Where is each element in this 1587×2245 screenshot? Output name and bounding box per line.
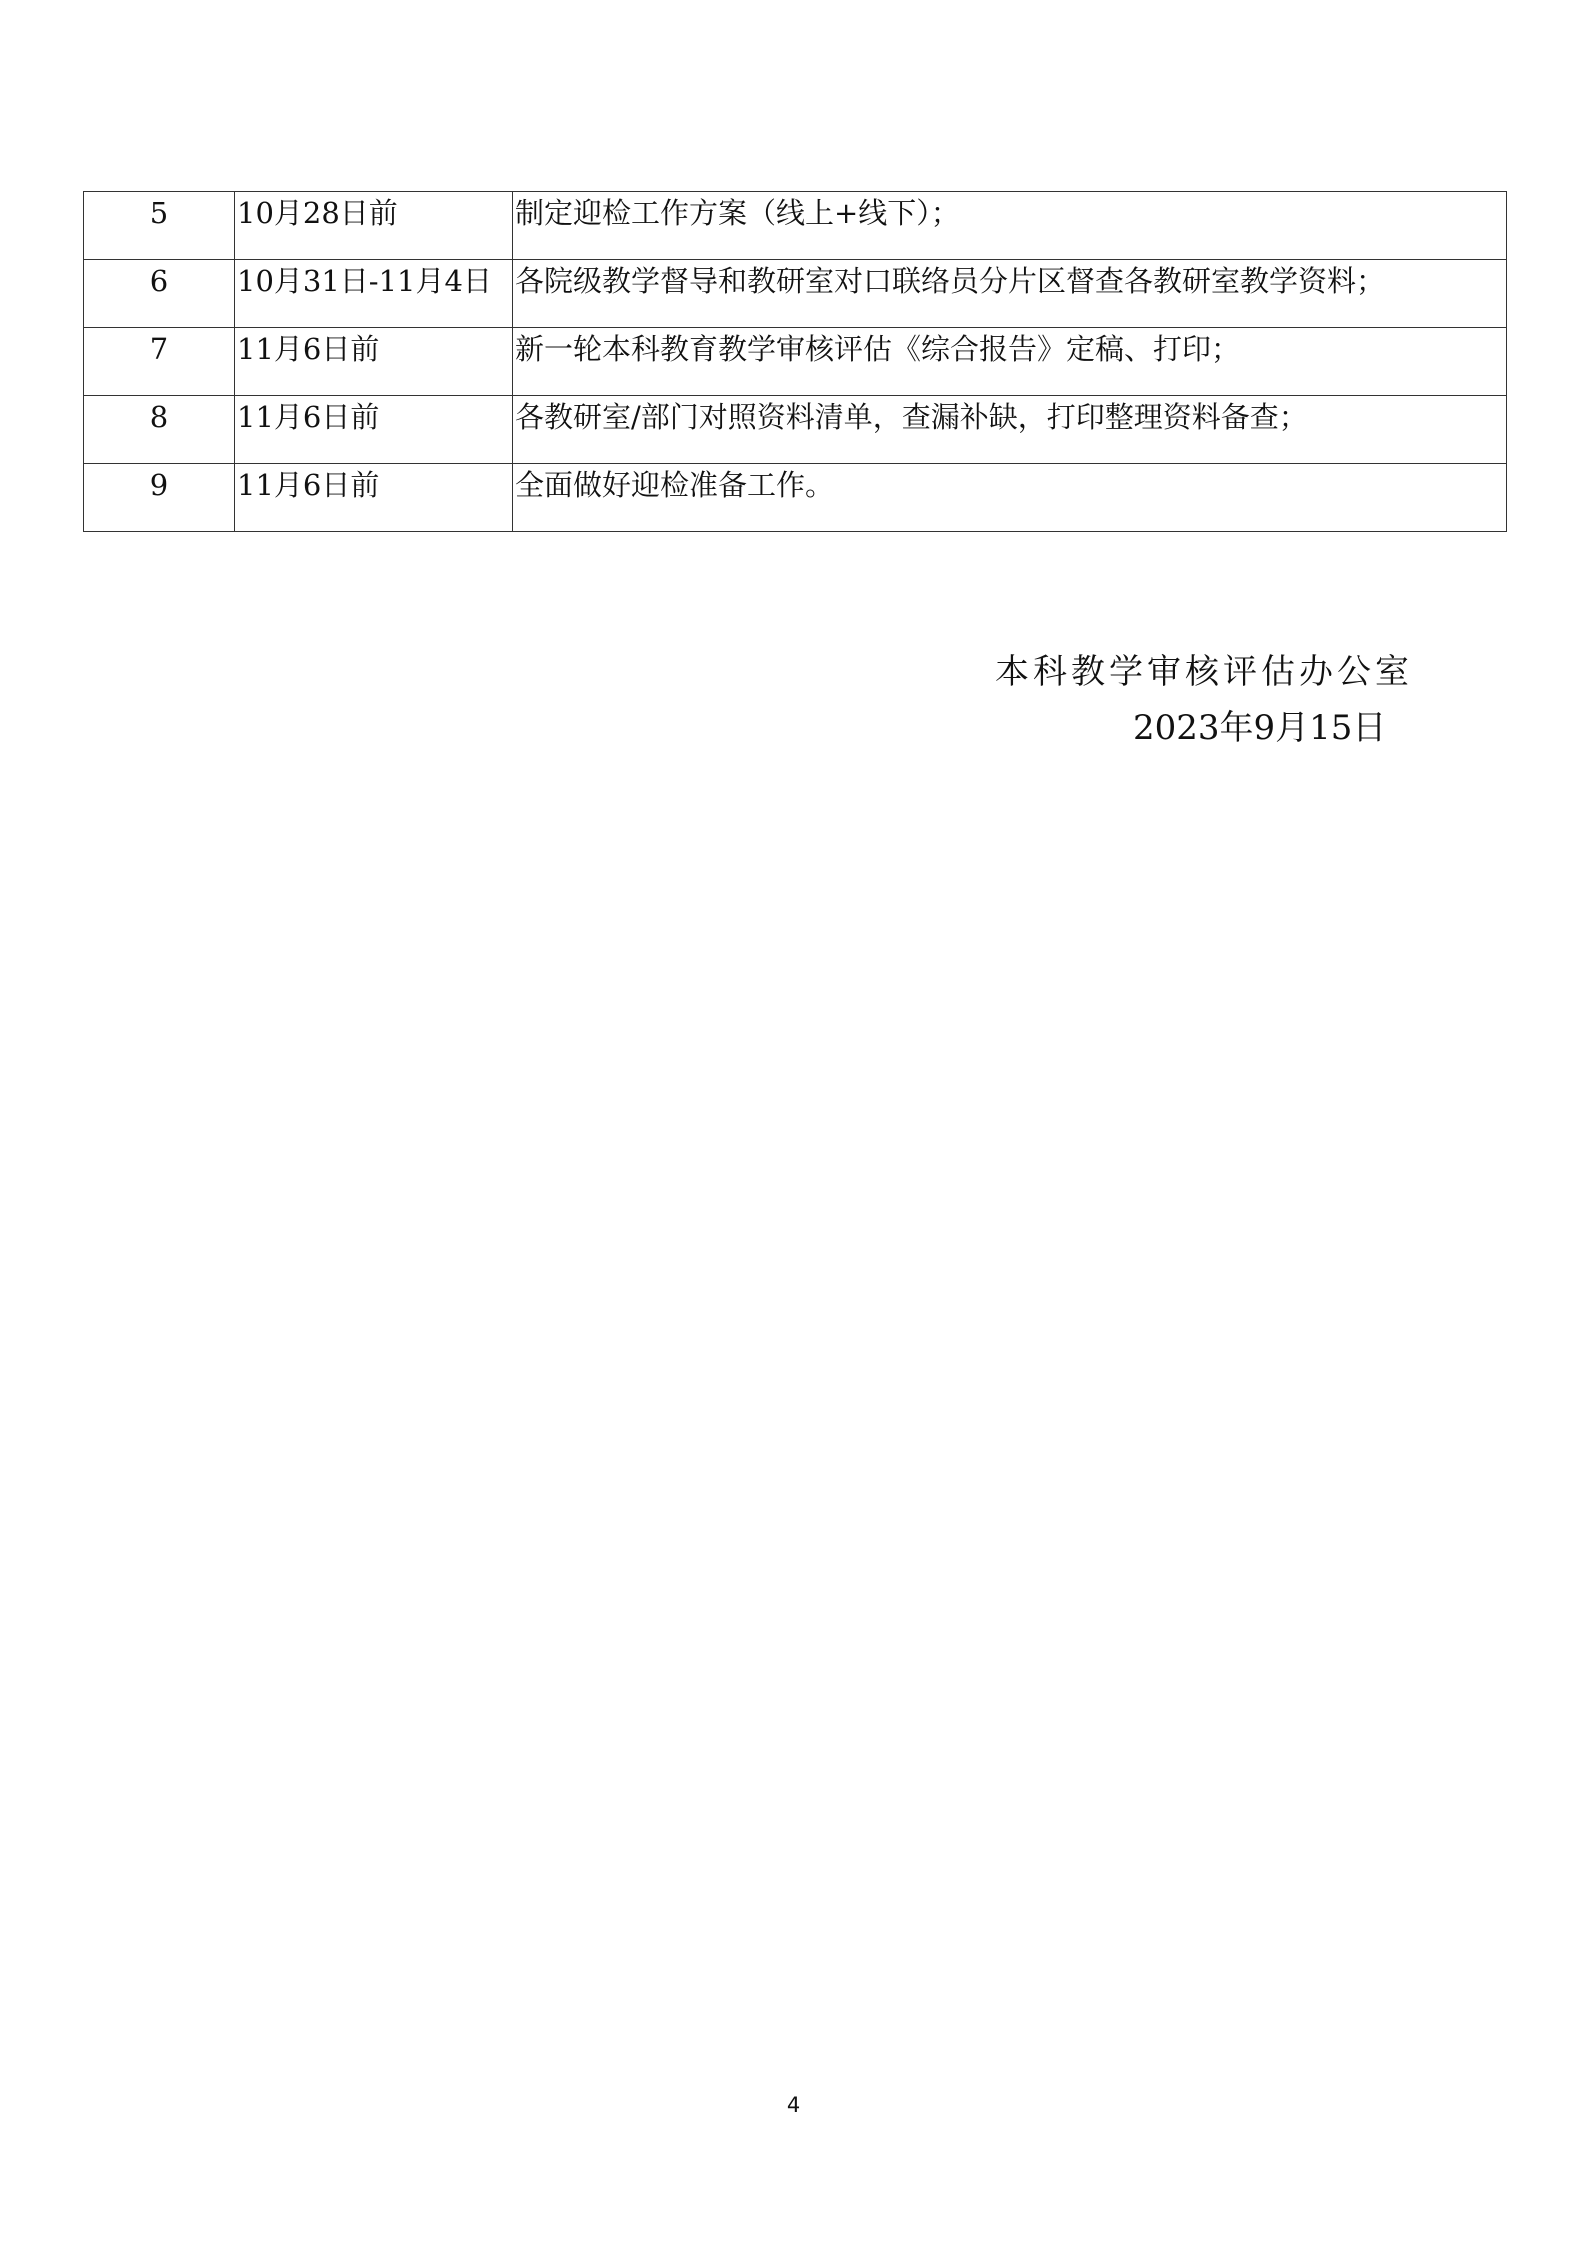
row-number: 7 [149,332,169,366]
row-date: 11月6日前 [237,468,380,502]
row-number-cell [84,260,235,328]
row-date-cell [235,260,513,328]
signature-block [995,648,1465,752]
schedule-table-body [84,192,1507,532]
row-date-cell [235,328,513,396]
table-row [84,260,1507,328]
page-number: 4 [786,2093,801,2117]
row-task-cell [513,328,1507,396]
row-task-cell [513,464,1507,532]
row-task-cell [513,396,1507,464]
row-number: 9 [149,468,169,502]
table-row [84,192,1507,260]
row-task: 各院级教学督导和教研室对口联络员分片区督查各教研室教学资料； [515,264,1386,298]
row-task: 新一轮本科教育教学审核评估《综合报告》定稿、打印； [515,332,1241,366]
row-number-cell [84,464,235,532]
row-number: 8 [149,400,169,434]
row-date: 11月6日前 [237,400,380,434]
row-date-cell [235,192,513,260]
row-date: 10月28日前 [237,196,398,230]
row-task: 制定迎检工作方案（线上+线下）； [515,196,960,230]
row-number: 6 [149,264,169,298]
row-number-cell [84,396,235,464]
row-number-cell [84,328,235,396]
row-date: 11月6日前 [237,332,380,366]
row-task-cell [513,192,1507,260]
issue-date: 2023年9月15日 [1133,708,1387,748]
row-date: 10月31日-11月4日 [237,264,492,298]
table-row [84,464,1507,532]
issuing-office: 本科教学审核评估办公室 [995,652,1413,692]
table-row [84,396,1507,464]
schedule-table [83,191,1507,532]
row-task: 全面做好迎检准备工作。 [515,468,835,502]
row-number: 5 [149,196,169,230]
row-date-cell [235,464,513,532]
row-task: 各教研室/部门对照资料清单，查漏补缺，打印整理资料备查； [515,400,1308,434]
row-task-cell [513,260,1507,328]
row-date-cell [235,396,513,464]
row-number-cell [84,192,235,260]
table-row [84,328,1507,396]
